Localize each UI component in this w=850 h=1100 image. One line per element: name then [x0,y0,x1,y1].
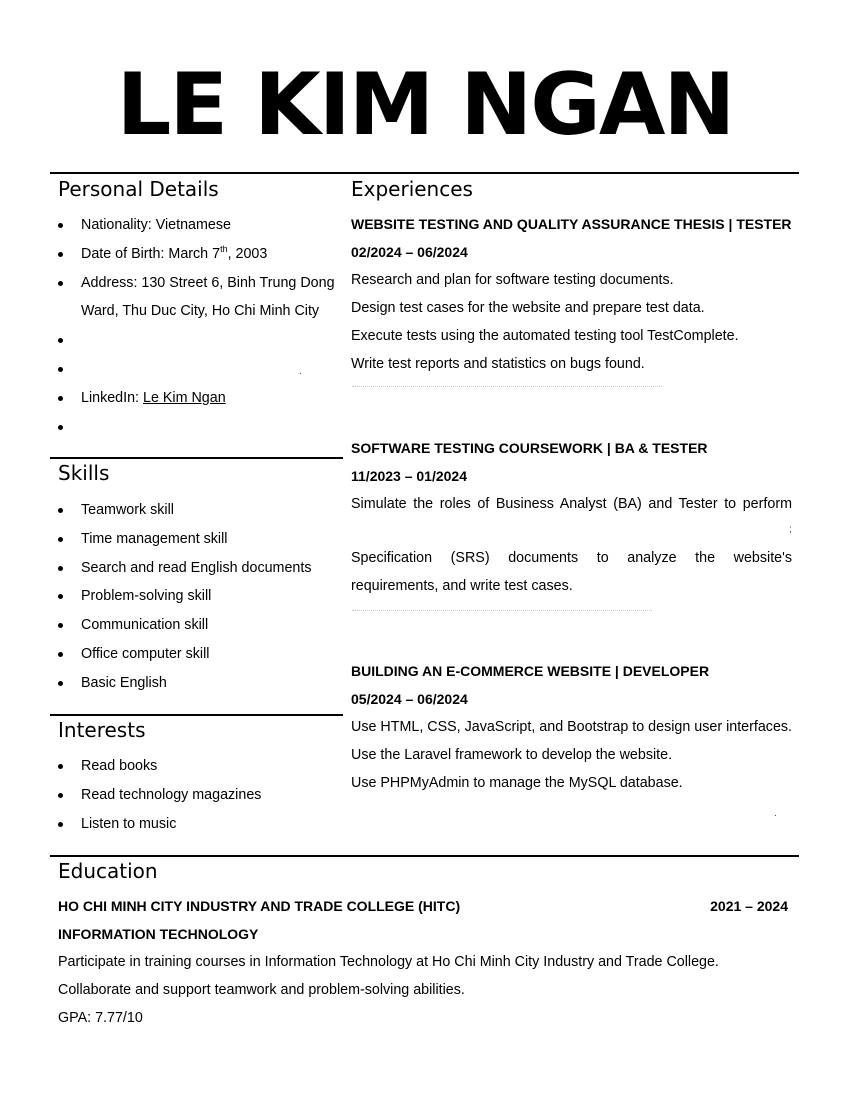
job-duty: Use HTML, CSS, JavaScript, and Bootstrap to design user interfaces. [351,719,793,735]
interests-title: Interests [58,718,146,742]
job-duty: Simulate the roles of Business Analyst (BA) and Tester to perform [351,496,792,512]
gpa: GPA: 7.77/10 [58,1010,143,1026]
education-detail: Participate in training courses in Information Technology at Ho Chi Minh City Industry and Trade College. [58,954,719,970]
major: INFORMATION TECHNOLOGY [58,926,259,942]
job-dates: 11/2023 – 01/2024 [351,468,468,484]
address-item: Address: 130 Street 6, Binh Trung Dong Ward, Thu Duc City, Ho Chi Minh City [58,269,340,327]
skill-item: Communication skill [58,611,340,640]
skill-item: Teamwork skill [58,496,340,525]
skill-item: Search and read English documents [58,554,340,583]
interests-list [58,752,340,838]
education-divider [50,855,799,857]
skill-item: Office computer skill [58,640,340,669]
job-duty: Design test cases for the website and prepare test data. [351,300,705,316]
skill-item: Basic English [58,669,340,698]
education-title: Education [58,859,158,883]
job-duty: Research and plan for software testing documents. [351,272,674,288]
education-years: 2021 – 2024 [710,898,788,914]
interest-item: Read books [58,752,340,781]
skill-item: Problem-solving skill [58,582,340,611]
stray-mark: . [774,808,777,819]
blank-item [58,413,340,442]
job-duty: Use the Laravel framework to develop the website. [351,747,673,763]
linkedin-link[interactable]: Le Kim Ngan [143,389,226,406]
dob-superscript: th [220,244,228,255]
education-detail: Collaborate and support teamwork and problem-solving abilities. [58,982,465,998]
school-name: HO CHI MINH CITY INDUSTRY AND TRADE COLLEGE (HITC) [58,898,461,914]
job-duty: Execute tests using the automated testing tool TestComplete. [351,328,739,344]
interests-divider [50,714,343,716]
blank-item [58,326,340,355]
dob-year: , 2003 [227,245,268,262]
skills-divider [50,457,343,459]
faded-line [352,386,662,393]
skills-list [58,496,340,698]
stray-mark: . [299,366,302,377]
interest-item: Listen to music [58,810,340,839]
stray-mark: ; [789,524,792,535]
job-duty: Use PHPMyAdmin to manage the MySQL database. [351,775,683,791]
personal-details-list [58,211,340,441]
nationality-item: Nationality: Vietnamese [58,211,340,240]
linkedin-item [58,384,340,413]
dob-item [58,240,340,269]
resume-name: LE KIM NGAN [116,55,734,155]
job-paragraph: Specification (SRS) documents to analyze the website's requirements, and write test cases. [351,550,792,594]
job-duty: Write test reports and statistics on bugs found. [351,356,645,372]
job-heading: SOFTWARE TESTING COURSEWORK | BA & TESTER [351,440,708,456]
skills-title: Skills [58,461,110,485]
personal-details-title: Personal Details [58,177,219,201]
job-dates: 05/2024 – 06/2024 [351,691,468,707]
blank-item [58,355,340,384]
experiences-title: Experiences [351,177,473,201]
skill-item: Time management skill [58,525,340,554]
job-dates: 02/2024 – 06/2024 [351,244,468,260]
linkedin-label: LinkedIn: [81,389,143,406]
job-heading: WEBSITE TESTING AND QUALITY ASSURANCE THESIS | TESTER [351,216,792,232]
header-divider [50,172,799,174]
interest-item: Read technology magazines [58,781,340,810]
dob-text: Date of Birth: March 7 [81,245,221,262]
job-heading: BUILDING AN E-COMMERCE WEBSITE | DEVELOPER [351,663,710,679]
faded-line [352,610,652,617]
